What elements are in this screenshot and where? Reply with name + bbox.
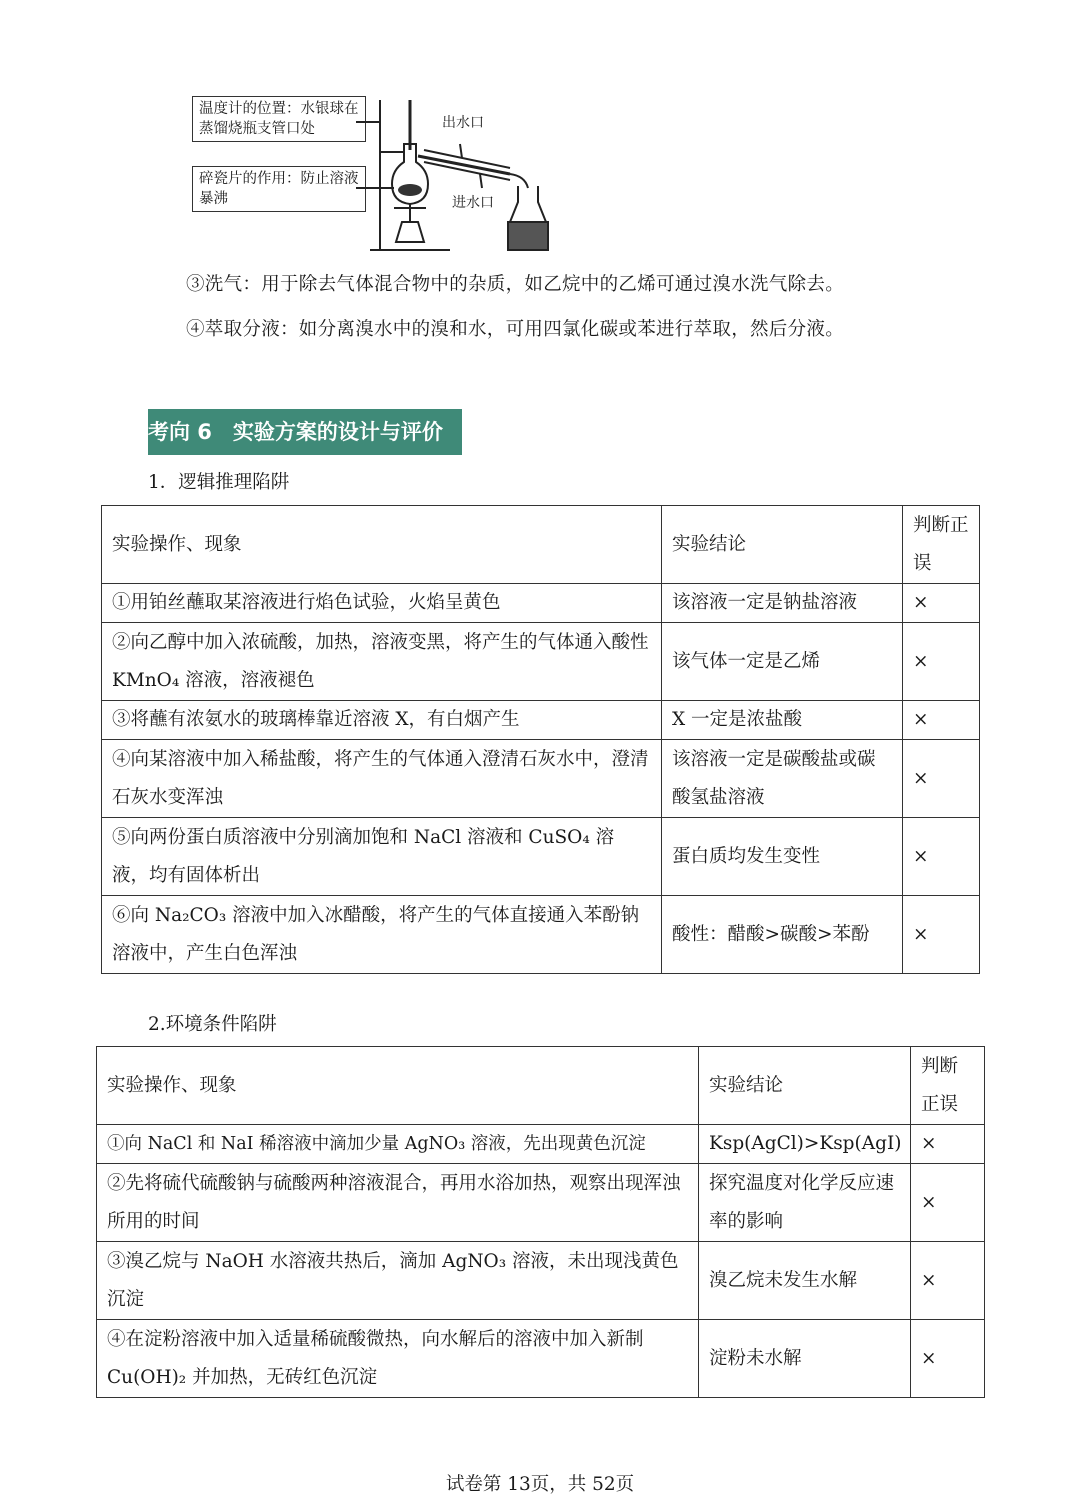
porcelain-note: 碎瓷片的作用：防止溶液暴沸 [192,166,366,212]
table-row [102,896,980,974]
row-operation: ②先将硫代硫酸钠与硫酸两种溶液混合，再用水浴加热，观察出现浑浊所用的时间 [97,1164,699,1242]
header-judgement: 判断正误 [903,506,980,584]
table-header-row [102,506,980,584]
row-mark: × [903,701,980,740]
table1-caption: 1．逻辑推理陷阱 [148,472,290,493]
row-mark: × [903,896,980,974]
table-row [102,584,980,623]
section-heading: 考向 6 实验方案的设计与评价 [148,409,462,455]
table-row [97,1242,985,1320]
row-operation: ①向 NaCl 和 NaI 稀溶液中滴加少量 AgNO₃ 溶液，先出现黄色沉淀 [97,1125,699,1164]
row-operation: ③将蘸有浓氨水的玻璃棒靠近溶液 X，有白烟产生 [102,701,662,740]
table-row [97,1164,985,1242]
apparatus-drawing [180,92,560,260]
row-conclusion: 该气体一定是乙烯 [662,623,903,701]
row-conclusion: 该溶液一定是碳酸盐或碳酸氢盐溶液 [662,740,903,818]
water-in-label: 进水口 [452,195,494,211]
row-conclusion: X 一定是浓盐酸 [662,701,903,740]
row-mark: × [903,623,980,701]
row-conclusion: 酸性：醋酸>碳酸>苯酚 [662,896,903,974]
header-judgement: 判断正误 [911,1047,985,1125]
paragraph-extraction: ④萃取分液：如分离溴水中的溴和水，可用四氯化碳或苯进行萃取，然后分液。 [186,319,845,340]
row-conclusion: 该溶液一定是钠盐溶液 [662,584,903,623]
water-out-label: 出水口 [442,115,484,131]
distillation-diagram [180,92,560,260]
row-mark: × [911,1242,985,1320]
row-conclusion: 淀粉未水解 [699,1320,911,1398]
row-conclusion: 探究温度对化学反应速率的影响 [699,1164,911,1242]
row-operation: ①用铂丝蘸取某溶液进行焰色试验，火焰呈黄色 [102,584,662,623]
row-operation: ⑥向 Na₂CO₃ 溶液中加入冰醋酸，将产生的气体直接通入苯酚钠溶液中，产生白色浑浊 [102,896,662,974]
row-mark: × [911,1164,985,1242]
table-row [97,1320,985,1398]
environment-trap-table [96,1046,985,1398]
row-operation: ⑤向两份蛋白质溶液中分别滴加饱和 NaCl 溶液和 CuSO₄ 溶液，均有固体析出 [102,818,662,896]
row-conclusion: Ksp(AgCl)>Ksp(AgI) [699,1125,911,1164]
row-mark: × [911,1320,985,1398]
table-row [97,1125,985,1164]
row-operation: ④向某溶液中加入稀盐酸，将产生的气体通入澄清石灰水中，澄清石灰水变浑浊 [102,740,662,818]
row-conclusion: 溴乙烷未发生水解 [699,1242,911,1320]
row-conclusion: 蛋白质均发生变性 [662,818,903,896]
header-conclusion: 实验结论 [662,506,903,584]
row-operation: ③溴乙烷与 NaOH 水溶液共热后，滴加 AgNO₃ 溶液，未出现浅黄色沉淀 [97,1242,699,1320]
table-row [102,623,980,701]
row-mark: × [903,818,980,896]
row-operation: ②向乙醇中加入浓硫酸，加热，溶液变黑，将产生的气体通入酸性 KMnO₄ 溶液，溶液褪色 [102,623,662,701]
row-mark: × [911,1125,985,1164]
thermometer-note: 温度计的位置：水银球在蒸馏烧瓶支管口处 [192,96,366,142]
page-footer: 试卷第 13页，共 52页 [445,1474,635,1495]
table-row [102,740,980,818]
logic-trap-table [101,505,980,974]
table-row [102,818,980,896]
row-mark: × [903,740,980,818]
header-operation: 实验操作、现象 [97,1047,699,1125]
header-operation: 实验操作、现象 [102,506,662,584]
header-conclusion: 实验结论 [699,1047,911,1125]
row-mark: × [903,584,980,623]
paragraph-gas-washing: ③洗气：用于除去气体混合物中的杂质，如乙烷中的乙烯可通过溴水洗气除去。 [186,274,845,295]
table-header-row [97,1047,985,1125]
table2-caption: 2.环境条件陷阱 [148,1014,277,1035]
row-operation: ④在淀粉溶液中加入适量稀硫酸微热，向水解后的溶液中加入新制 Cu(OH)₂ 并加热，无砖红色沉淀 [97,1320,699,1398]
table-row [102,701,980,740]
